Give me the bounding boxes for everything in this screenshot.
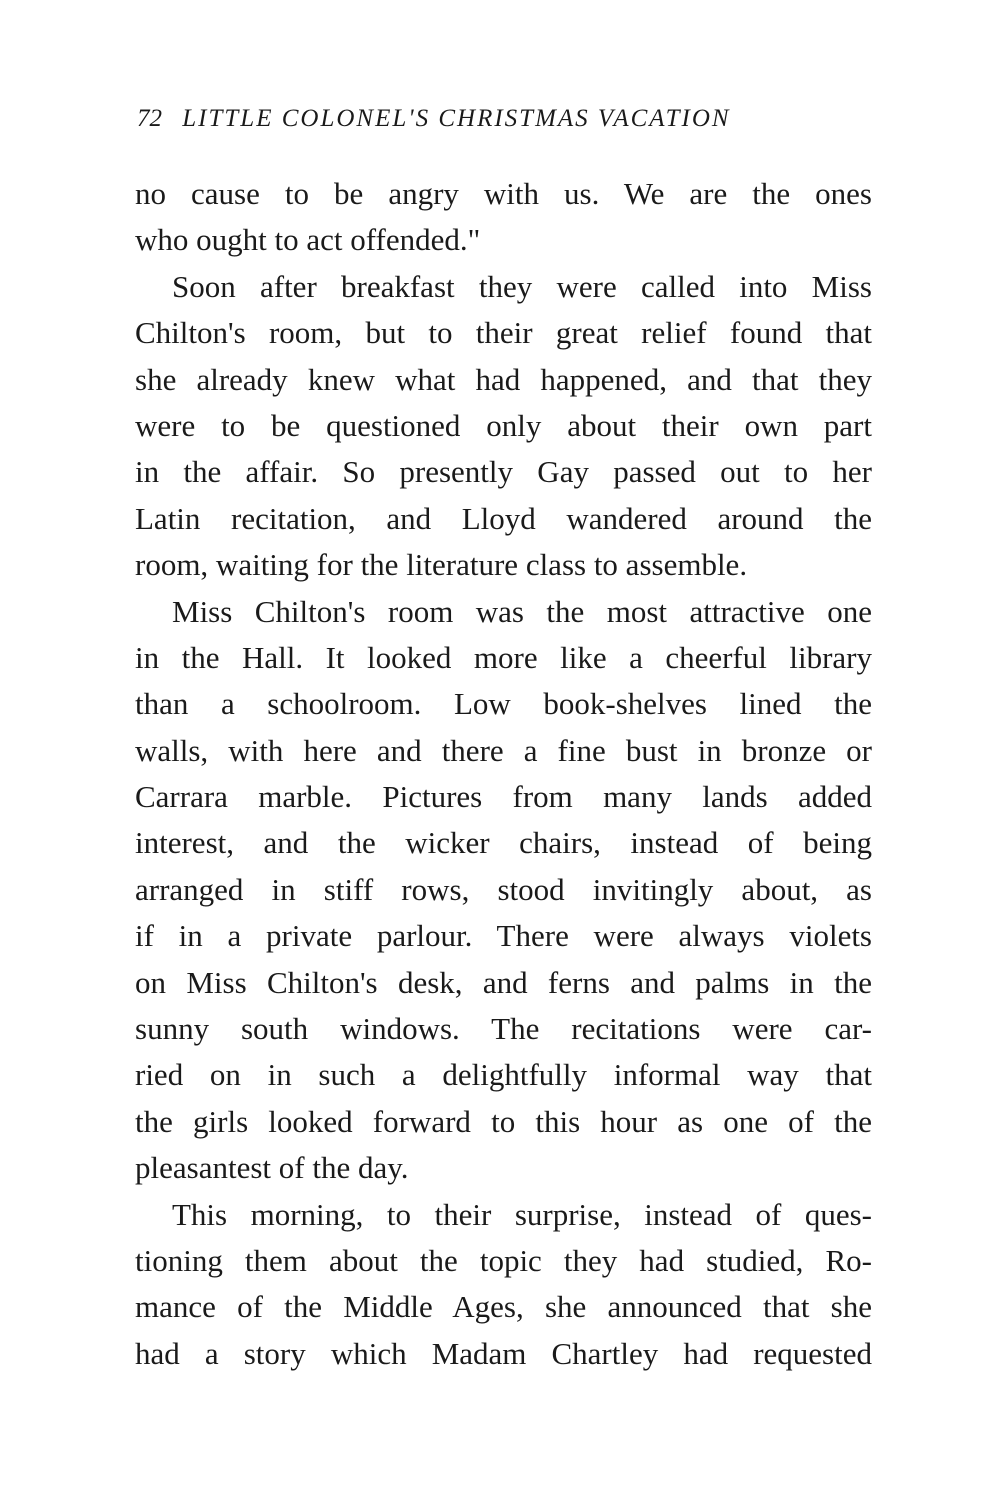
text-line: in the affair. So presently Gay passed out to her [135, 454, 872, 490]
text-line: she already knew what had happened, and that they [135, 361, 872, 397]
text-line: tioning them about the topic they had studied, Ro- [135, 1242, 872, 1278]
text-line: sunny south windows. The recitations were car- [135, 1011, 872, 1047]
text-line: were to be questioned only about their own part [135, 407, 872, 443]
text-line: the girls looked forward to this hour as one of the [135, 1103, 872, 1139]
text-line: ried on in such a delightfully informal way that [135, 1057, 872, 1093]
text-line: mance of the Middle Ages, she announced that she [135, 1289, 872, 1325]
text-line: interest, and the wicker chairs, instead of being [135, 825, 872, 861]
text-line: Latin recitation, and Lloyd wandered around the [135, 500, 872, 536]
text-line: had a story which Madam Chartley had requested [135, 1335, 872, 1371]
text-line: if in a private parlour. There were always violets [135, 918, 872, 954]
running-title: LITTLE COLONEL'S CHRISTMAS VACATION [182, 105, 731, 132]
body-text [135, 171, 872, 1377]
text-line: pleasantest of the day. [135, 1150, 409, 1186]
text-line: Miss Chilton's room was the most attractive one [172, 593, 872, 629]
page-number: 72 [137, 105, 162, 132]
text-line: who ought to act offended." [135, 222, 481, 258]
text-line: Carrara marble. Pictures from many lands added [135, 779, 872, 815]
text-line: room, waiting for the literature class to assemble. [135, 547, 748, 583]
text-line: arranged in stiff rows, stood invitingly about, as [135, 871, 872, 907]
text-line: This morning, to their surprise, instead of ques- [172, 1196, 872, 1232]
text-line: walls, with here and there a fine bust in bronze or [135, 732, 872, 768]
text-line: than a schoolroom. Low book-shelves lined the [135, 686, 872, 722]
text-line: no cause to be angry with us. We are the ones [135, 176, 872, 211]
text-line: on Miss Chilton's desk, and ferns and palms in the [135, 964, 872, 1000]
running-head [137, 104, 872, 134]
text-line: in the Hall. It looked more like a cheerful library [135, 639, 872, 675]
text-line: Chilton's room, but to their great relief found that [135, 315, 872, 351]
text-line: Soon after breakfast they were called into Miss [172, 268, 872, 304]
